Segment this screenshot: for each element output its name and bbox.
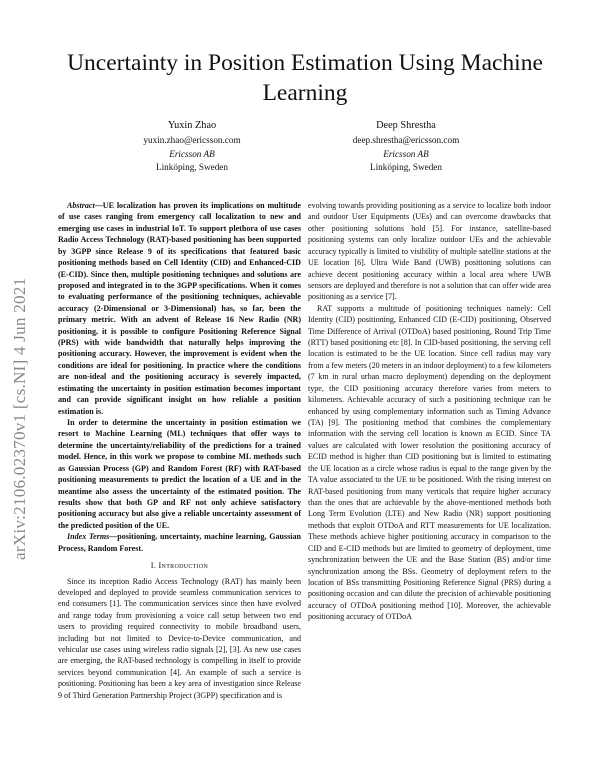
author-block [82,118,302,175]
author-name: Deep Shrestha [376,120,436,131]
abstract-paragraph: Abstract—UE localization has proven its implications on multitude of use cases ranging from emergency call localization to new and emerging use cases in industrial IoT. To support plethora of use cases Radio Access Technology (RAT)-based positioning has been supported by 3GPP since Release 9 of its specifications that featured basic positioning methods based on Cell Identity (CID) and Enhanced-CID (E-CID). Since then, multiple positioning techniques and solutions are proposed and integrated in to the 3GPP specifications. When it comes to evaluating performance of the positioning techniques, achievable accuracy (2-Dimensional or 3-Dimensional) has, so far, been the primary metric. With an advent of Release 16 New Radio (NR) positioning, it is possible to configure Positioning Reference Signal (PRS) with wide bandwidth that naturally helps improving the positioning accuracy. However, the improvement is evident when the conditions are ideal for positioning. In practice where the conditions are non-ideal and the positioning accuracy is severely impacted, estimating the uncertainty in position estimation becomes important and can provide significant insight on how reliable a position estimation is. [58,201,301,416]
author-location: Linköping, Sweden [156,162,228,172]
author-location: Linköping, Sweden [370,162,442,172]
section-heading: I. Introduction [150,561,209,571]
author-affiliation: Ericsson AB [169,148,215,159]
author-email: yuxin.zhao@ericsson.com [143,135,241,145]
arxiv-id-text: arXiv:2106.02370v1 [cs.NI] 4 Jun 2021 [10,277,29,560]
arxiv-identifier [6,150,32,570]
abstract-paragraph: In order to determine the uncertainty in position estimation we resort to Machine Learning (ML) techniques that offer ways to determine the uncertainty/reliability of the predictions for a trained model. Hence, in this work we propose to combine ML methods such as Gaussian Process (GP) and Random Forest (RF) with RAT-based positioning measurements to predict the location of a UE and in the meantime also assess the uncertainty of the estimated position. The results show that both GP and RF not only achieve satisfactory positioning accuracy but also give a reliable uncertainty assessment of the predicted position of the UE. [58,418,301,530]
author-affiliation: Ericsson AB [383,148,429,159]
body-paragraph: evolving towards providing positioning as a service to localize both indoor and outdoor User Equipments (UEs) and can overcome drawbacks that other positioning solutions hold [5]. For instance, satellite-based positioning systems can only localize outdoor UEs and the achievable accuracy typically is limited to visibility of multiple satellite stations at the UE location [6]. Ultra Wide Band (UWB) positioning solutions can achieve decent positioning accuracy within a local area where UWB sensors are deployed and therefore is not a solution that can offer wide area positioning as a service [7]. [308,201,551,302]
abstract-label: Abstract [67,201,95,210]
left-column [58,200,301,701]
paper-title: Uncertainty in Position Estimation Using Machine Learning [67,50,543,106]
right-column [308,200,551,623]
index-terms: Index Terms—positioning, uncertainty, machine learning, Gaussian Process, Random Forest. [58,532,302,553]
abstract [58,200,301,531]
body-paragraph: Since its inception Radio Access Technology (RAT) has mainly been developed and deployed to provide seamless communication services to end consumers [1]. The communication services since then have evolved and range today from provisioning a voice call setup between two end users to providing required connectivity to mobile broadband users, including but not limited to Device-to-Device communication, and vehicular use cases using wireless radio signals [2], [3]. As new use cases are emerging, the RAT-based technology is compelling in itself to provide services beyond communication [4]. An example of such a service is positioning. Positioning has been a key area of investigation since Release 9 of Third Generation Partnership Project (3GPP) specification and is [58,576,301,700]
author-name: Yuxin Zhao [167,120,217,131]
index-terms-label: Index Terms [67,532,110,542]
body-paragraph: RAT supports a multitude of positioning techniques namely: Cell Identity (CID) positioning, Enhanced CID (E-CID) positioning, Observed Time Difference of Arrival (OTDoA) based positioning, Round Trip Time (RTT) based positioning etc [8]. In CID-based positioning, the serving cell location is estimated to be the UE location. Since cell radius may vary from a few meters (20 meters in an indoor deployment) to a few kilometers (7 km in rural urban macro deployment) depending on the deployment type, the CID positioning accuracy therefore varies from meters to kilometers. Achievable accuracy of such a positioning technique can be enhanced by using complementary information such as Timing Advance (TA) [9]. The positioning method that combines the complementary information with the serving cell location is known as ECID. Since TA values are calculated with lower resolution the positioning accuracy of ECID method is higher than CID positioning but is limited to estimating the UE location as a circle whose radius is equal to the range given by the TA value associated to the UE to be positioned. With the rising interest on RAT-based positioning from many verticals that require higher accuracy than the ones that are achievable by the above-mentioned methods both Long Term Evolution (LTE) and New Radio (NR) support positioning methods that exploit OTDoA and RTT measurements for UE localization. These methods achieve higher positioning accuracy in comparison to the CID and E-CID methods but are limited to geometry of deployment, time synchronization between the UE and the Base Station (BS) and/or time synchronization among the BSs. Geometry of deployment refers to the location of BSs transmitting Positioning Reference Signal (PRS) during a positioning occasion and can dilute the precision of achievable positioning accuracy of OTDoA positioning method [10]. Moreover, the achievable positioning accuracy of OTDoA [308,303,551,622]
author-email: deep.shrestha@ericsson.com [352,135,460,145]
author-block [296,118,516,175]
